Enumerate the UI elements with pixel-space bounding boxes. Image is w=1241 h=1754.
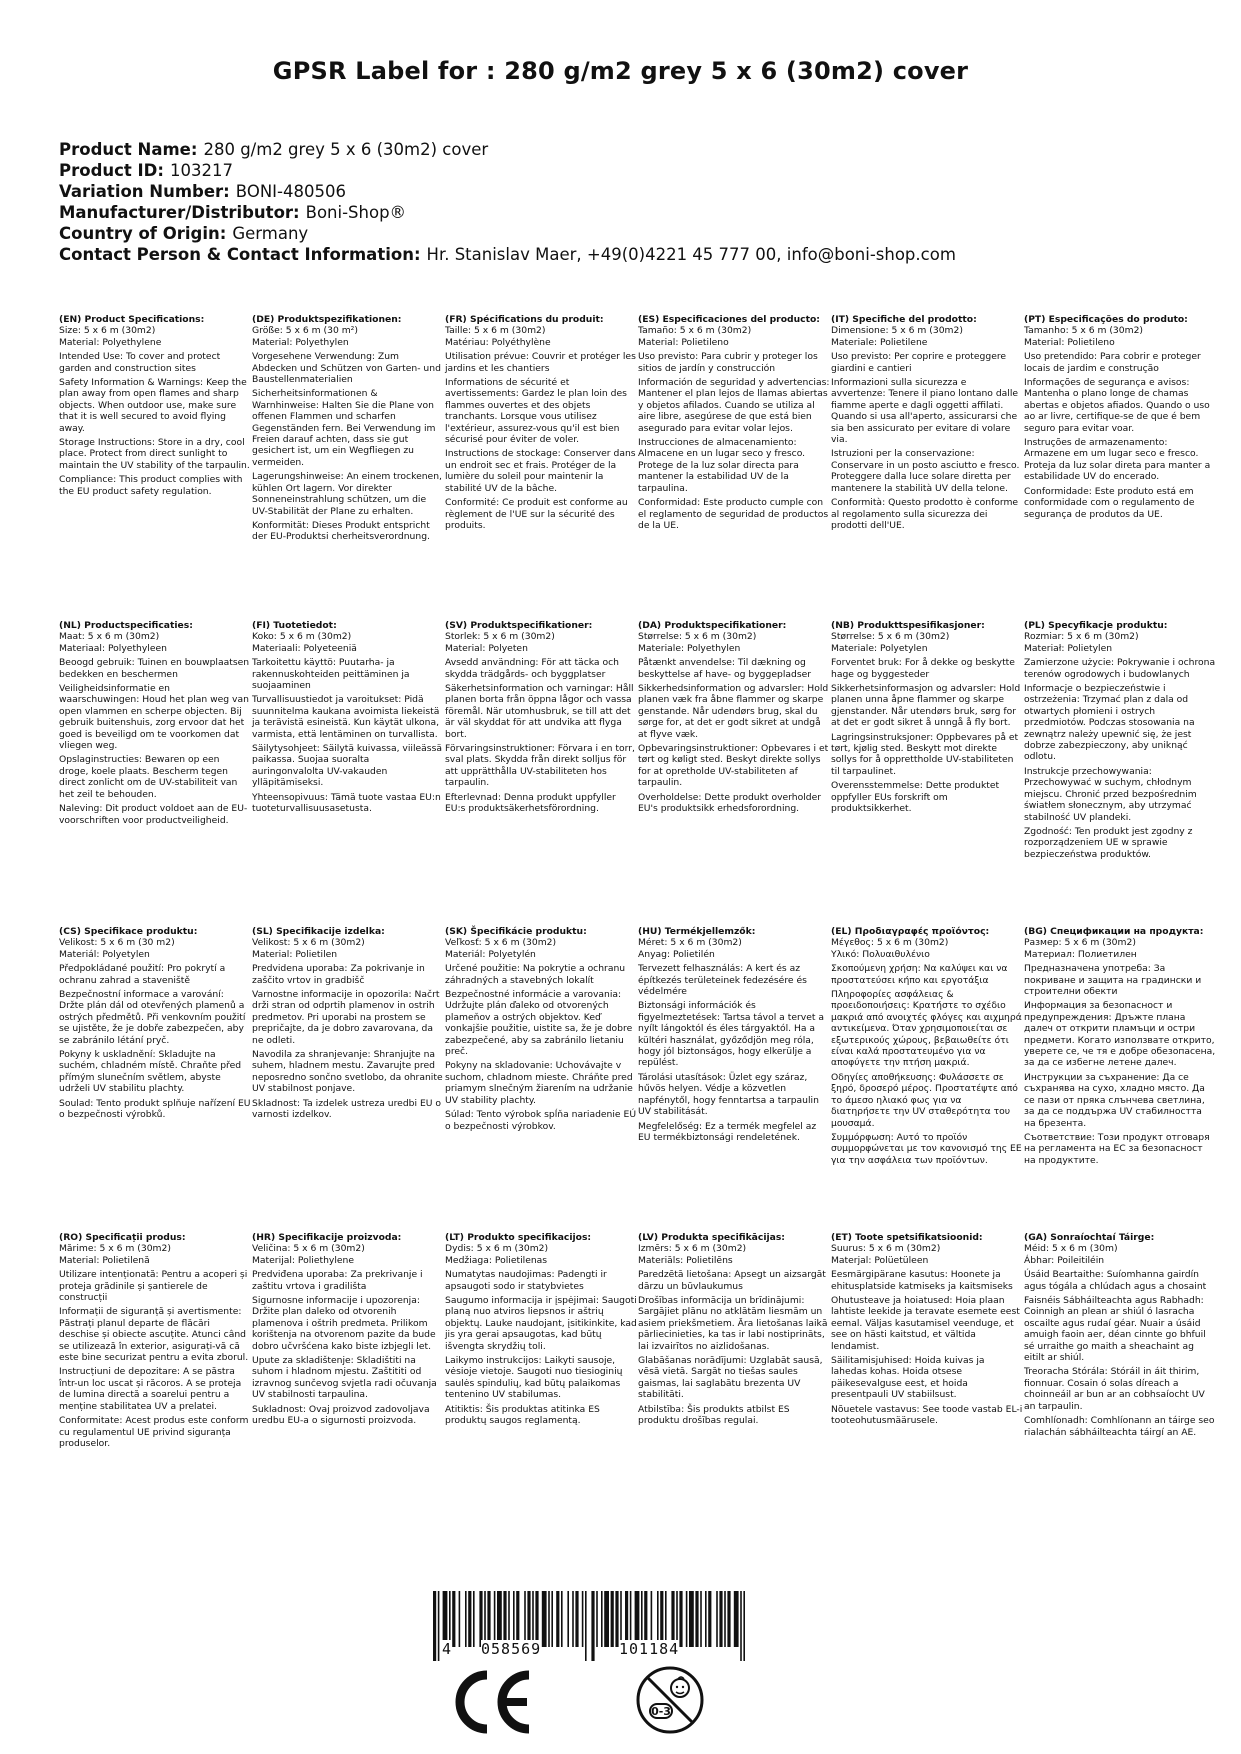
spec-line: Méid: 5 x 6 m (30m) <box>1024 1243 1118 1255</box>
spec-heading: (RO) Specificații produs: <box>59 1232 186 1243</box>
barcode-bar <box>516 1591 519 1647</box>
spec-line: Informations de sécurité et avertissements: Gardez le plan loin des flammes ouvertes et des objets tranchants. Lorsque vous utilisez l'extérieur, assurez-vous qu'il est bien sécurisé pour éviter de voler. <box>445 377 627 446</box>
spec-line: Storage Instructions: Store in a dry, cool place. Protect from direct sunlight to maintain the UV stability of the tarpaulin. <box>59 437 250 471</box>
spec-block <box>638 620 830 815</box>
barcode-bar <box>524 1591 526 1647</box>
spec-line: Utilizare intenționată: Pentru a acoperi și proteja grădinile și șantierele de construcții <box>59 1269 248 1304</box>
spec-line: Safety Information & Warnings: Keep the plan away from open flames and sharp objects. When outdoor use, make sure that it is well secured to avoid flying away. <box>59 377 247 434</box>
spec-line: Opslaginstructies: Bewaren op een droge, koele plaats. Bescherm tegen direct zonlicht om de UV-stabiliteit van het zeil te behouden. <box>59 754 238 800</box>
info-label: Product Name: <box>59 140 198 159</box>
barcode-bar <box>567 1591 569 1647</box>
spec-line: Velikost: 5 x 6 m (30 m2) <box>59 937 175 949</box>
barcode-bar <box>591 1591 594 1661</box>
spec-line: Opbevaringsinstruktioner: Opbevares i et tørt og køligt sted. Beskyt direkte sollys for at opretholde UV-stabiliteten af tarpaulin. <box>638 743 829 789</box>
barcode-bar <box>700 1591 702 1647</box>
spec-line: Материал: Полиетилен <box>1024 948 1137 960</box>
info-value: 103217 <box>169 161 233 180</box>
spec-line: Utilisation prévue: Couvrir et protéger les jardins et les chantiers <box>445 351 636 374</box>
spec-line: Informações de segurança e avisos: Mantenha o plano longe de chamas abertas e objetos afiados. Quando o uso ao ar livre, certifique-se de que é bem seguro para evitar voar. <box>1024 377 1210 434</box>
spec-line: Säilitamisjuhised: Hoida kuivas ja lahedas kohas. Hoida otsese päikesevalguse eest, et hoida presentpauli UV stabiilsust. <box>831 1355 985 1401</box>
barcode-group-1: 058569 <box>481 1640 542 1658</box>
spec-line: Medžiaga: Polietilenas <box>445 1254 548 1266</box>
spec-line: Sikkerhetsinformasjon og advarsler: Hold planen unna åpne flammer og skarpe gjenstander. Når utendørs bruk, sørg for at det er godt sikret å unngå å fly bort. <box>831 683 1021 729</box>
spec-line: Materiaal: Polyethyleen <box>59 642 167 654</box>
barcode-bar <box>585 1591 587 1661</box>
info-label: Variation Number: <box>59 182 230 201</box>
spec-line: Dimensione: 5 x 6 m (30m2) <box>831 325 963 337</box>
barcode-bar <box>676 1591 678 1647</box>
spec-line: Maat: 5 x 6 m (30m2) <box>59 631 160 643</box>
spec-line: Material: Polyeten <box>445 642 528 654</box>
barcode-bar <box>582 1591 584 1647</box>
barcode-bar <box>575 1591 578 1647</box>
ce-mark-icon <box>451 1667 535 1737</box>
spec-line: Sikkerhedsinformation og advarsler: Hold planen væk fra åbne flammer og skarpe genstande. Når udendørs brug, skal du sørge for, at det er godt sikret at undgå at flyve væk. <box>638 683 829 740</box>
spec-block <box>59 620 251 826</box>
spec-block <box>252 1232 444 1427</box>
spec-line: Υλικό: Πολυαιθυλένιο <box>831 948 930 960</box>
spec-line: Navodila za shranjevanje: Shranjujte na suhem, hladnem mestu. Zavarujte pred neposredno sončno svetlobo, da ohranite UV stabilnost ponjave. <box>252 1049 443 1095</box>
spec-heading: (LV) Produkta specifikācijas: <box>638 1232 785 1243</box>
spec-line: Lagringsinstruksjoner: Oppbevares på et tørt, kjølig sted. Beskytt mot direkte sollys for å opprettholde UV-stabiliteten til tarpaulinet. <box>831 731 1019 777</box>
barcode-bar <box>459 1591 461 1647</box>
spec-line: Tamanho: 5 x 6 m (30m2) <box>1024 325 1143 337</box>
barcode-bar <box>651 1591 653 1647</box>
spec-line: Предназначена употреба: За покриване и защита на градински и строителни обекти <box>1024 963 1202 998</box>
spec-line: Zgodność: Ten produkt jest zgodny z rozporządzeniem UE w sprawie bezpieczeństwa produktów. <box>1024 825 1193 860</box>
spec-heading: (SK) Špecifikácie produktu: <box>445 926 587 937</box>
barcode-bar <box>551 1591 553 1647</box>
spec-block <box>638 314 830 531</box>
spec-heading: (BG) Спецификации на продукта: <box>1024 926 1204 937</box>
spec-heading: (DA) Produktspecifikationer: <box>638 620 787 631</box>
spec-line: Uso pretendido: Para cobrir e proteger locais de jardim e construção <box>1024 351 1201 374</box>
spec-line: Säilytysohjeet: Säilytä kuivassa, viileässä paikassa. Suojaa suoralta auringonvalolta UV-vakauden ylläpitämiseksi. <box>252 743 443 789</box>
spec-block <box>445 620 637 815</box>
barcode-bar <box>644 1591 647 1647</box>
spec-block <box>445 314 637 531</box>
spec-line: Beoogd gebruik: Tuinen en bouwplaatsen bedekken en beschermen <box>59 657 250 680</box>
barcode-bar <box>497 1591 502 1647</box>
spec-heading: (DE) Produktspezifikationen: <box>252 314 402 325</box>
spec-block <box>831 620 1023 815</box>
info-label: Product ID: <box>59 161 164 180</box>
spec-block <box>638 1232 830 1427</box>
spec-block <box>252 314 444 543</box>
spec-line: Förvaringsinstruktioner: Förvara i en torr, sval plats. Skydda från direkt solljus för att upprätthålla UV-stabiliteten hos tarpaulin. <box>445 743 635 789</box>
info-row <box>59 223 956 244</box>
spec-line: Určené použitie: Na pokrytie a ochranu záhradných a stavebných lokalít <box>445 963 626 986</box>
spec-line: Tárolási utasítások: Üzlet egy száraz, hűvös helyen. Védje a közvetlen napfénytől, hogy fenntartsa a tarpaulin UV stabilitását. <box>638 1071 819 1118</box>
spec-line: Súlad: Tento výrobok spĺňa nariadenie EÚ o bezpečnosti výrobkov. <box>445 1109 637 1132</box>
spec-line: Izmērs: 5 x 6 m (30m2) <box>638 1243 747 1255</box>
spec-line: Ohutusteave ja hoiatused: Hoia plaan lahtiste leekide ja teravate esemete eest eemal. Väljas kasutamisel veenduge, et see on hästi kaitstud, et vältida lendamist. <box>831 1295 1020 1352</box>
spec-line: Avsedd användning: För att täcka och skydda trädgårds- och byggplatser <box>445 657 619 680</box>
spec-line: Méret: 5 x 6 m (30m2) <box>638 937 742 949</box>
spec-block <box>1024 926 1216 1166</box>
spec-line: Conformidad: Este producto cumple con el reglamento de seguridad de productos de la UE. <box>638 497 829 531</box>
spec-line: Sigurnosne informacije i upozorenja: Držite plan daleko od otvorenih plamenova i oštrih predmeta. Prilikom korištenja na otvorenom pazite da bude dobro učvršćena kako biste izbjegli let. <box>252 1295 436 1352</box>
barcode-bar <box>484 1591 486 1647</box>
spec-line: Koko: 5 x 6 m (30m2) <box>252 631 352 643</box>
info-row <box>59 202 956 223</box>
spec-line: Skladnost: Ta izdelek ustreza uredbi EU o varnosti izdelkov. <box>252 1097 442 1121</box>
barcode-bar <box>479 1591 482 1647</box>
spec-line: Uso previsto: Para cubrir y proteger los sitios de jardín y construcción <box>638 351 818 374</box>
barcode-bar <box>689 1591 694 1647</box>
spec-block <box>445 926 637 1132</box>
spec-line: Comhlíonadh: Comhlíonann an táirge seo rialachán sábháilteachta táirgí an AE. <box>1024 1415 1215 1438</box>
spec-line: Conformità: Questo prodotto è conforme al regolamento sulla sicurezza dei prodotti dell'UE. <box>831 497 1019 531</box>
spec-line: Instrucciones de almacenamiento: Almacene en un lugar seco y fresco. Protege de la luz solar directa para mantener la estabilidad UV de la tarpaulina. <box>638 437 806 494</box>
barcode-bar <box>468 1591 471 1647</box>
spec-line: Treoracha Stórála: Stóráil in áit thirim, fionnuar. Cosain ó solas díreach a choinneáil ar bun ar an cobhsaíocht UV an tarpaulin. <box>1024 1366 1205 1412</box>
barcode-bar <box>487 1591 490 1647</box>
info-row <box>59 181 956 202</box>
spec-line: Размер: 5 x 6 m (30m2) <box>1024 937 1136 949</box>
spec-line: Zamierzone użycie: Pokrywanie i ochrona terenów ogrodowych i budowlanych <box>1024 657 1216 680</box>
spec-block <box>252 926 444 1121</box>
spec-line: Conformidade: Este produto está em conformidade com o regulamento de segurança de produtos da UE. <box>1024 485 1195 520</box>
spec-line: Materiale: Polyetylen <box>831 642 928 654</box>
spec-line: Bezpečnostní informace a varování: Držte plán dál od otevřených plamenů a ostrých předmětů. Při venkovním použití se ujistěte, že je dobře zabezpečen, aby se zabránilo létání pryč. <box>59 989 246 1046</box>
spec-line: Material: Polyethylene <box>59 336 162 348</box>
spec-heading: (NL) Productspecificaties: <box>59 620 193 631</box>
barcode-bar <box>734 1591 739 1647</box>
barcode-bar <box>433 1591 436 1661</box>
spec-line: Efterlevnad: Denna produkt uppfyller EU:s produktsäkerhetsförordning. <box>445 791 616 815</box>
spec-line: Eesmärgipärane kasutus: Hoonete ja ehitusplatside katmiseks ja kaitsmiseks <box>831 1269 1013 1292</box>
spec-line: Naleving: Dit product voldoet aan de EU-voorschriften voor productveiligheid. <box>59 803 248 826</box>
spec-line: Turvallisuustiedot ja varoitukset: Pidä suunnitelma kaukana avoimista liekeistä ja terävistä esineistä. Kun käytät ulkona, varmista, että lentäminen on turvallista. <box>252 694 440 740</box>
spec-line: Conformité: Ce produit est conforme au règlement de l'UE sur la sécurité des produits. <box>445 497 628 531</box>
barcode-bar <box>740 1591 742 1661</box>
not-for-children-0-3-icon <box>634 1664 706 1736</box>
spec-line: Tamaño: 5 x 6 m (30m2) <box>638 325 752 337</box>
spec-line: Anyag: Polietilén <box>638 948 715 960</box>
spec-line: Bezpečnostné informácie a varovania: Udržujte plán ďaleko od otvorených plameňov a ostrých objektov. Keď vonkajšie použitie, uistite sa, že je dobre zabezpečené, aby sa zabránilo lietaniu preč. <box>445 989 633 1058</box>
spec-line: Drošības informācija un brīdinājumi: Sargājiet plānu no atklātām liesmām un asiem priekšmetiem. Āra lietošanas laikā pārliecinieties, ka tas ir labi nostiprināts, lai izvairītos no aizlidošanas. <box>638 1295 828 1352</box>
barcode-bar <box>443 1591 448 1647</box>
barcode-bar <box>686 1591 688 1647</box>
info-value: Hr. Stanislav Maer, +49(0)4221 45 777 00, info@boni-shop.com <box>426 245 956 264</box>
spec-line: Vorgesehene Verwendung: Zum Abdecken und Schützen von Garten- und Baustellenmaterialien <box>252 351 441 386</box>
spec-line: Materiál: Polyetylen <box>59 948 150 960</box>
spec-heading: (PL) Specyfikacje produktu: <box>1024 620 1168 631</box>
info-value: 280 g/m2 grey 5 x 6 (30m2) cover <box>203 140 489 159</box>
spec-line: Nõuetele vastavus: See toode vastab EL-i tooteohutusmäärusele. <box>831 1403 1023 1427</box>
barcode-bar <box>665 1591 667 1647</box>
spec-block <box>59 926 251 1121</box>
spec-heading: (FI) Tuotetiedot: <box>252 620 337 631</box>
spec-line: Materiál: Polyetylén <box>445 948 536 960</box>
spec-line: Instruções de armazenamento: Armazene em um lugar seco e fresco. Proteja da luz solar direta para manter a estabilidade UV do encerado. <box>1024 437 1211 483</box>
spec-line: Uso previsto: Per coprire e proteggere giardini e cantieri <box>831 351 1007 374</box>
spec-block <box>252 620 444 815</box>
spec-line: Upute za skladištenje: Skladištiti na suhom i hladnom mjestu. Zaštititi od izravnog sunčevog svjetla radi očuvanja UV stabilnosti tarpaulina. <box>252 1355 437 1401</box>
spec-line: Materiał: Polietylen <box>1024 642 1113 654</box>
spec-line: Tarkoitettu käyttö: Puutarha- ja rakennuskohteiden peittäminen ja suojaaminen <box>252 657 410 692</box>
spec-block <box>59 1232 251 1449</box>
age-label: 0-3 <box>651 1705 671 1718</box>
spec-line: Informazioni sulla sicurezza e avvertenze: Tenere il piano lontano dalle fiamme aperte e dagli oggetti affilati. Quando si usa all'aperto, assicurarsi che sia ben assicurato per evitare di volare via. <box>831 377 1019 446</box>
spec-line: Größe: 5 x 6 m (30 m²) <box>252 325 358 337</box>
spec-line: Material: Polyethylen <box>252 336 349 348</box>
spec-line: Suurus: 5 x 6 m (30m2) <box>831 1243 941 1255</box>
spec-line: Информация за безопасност и предупреждения: Дръжте плана далеч от открити пламъци и остри предмети. Когато използвате открито, уверете се, че тя е добре обезопасена, за да се избегне летене далеч. <box>1024 1000 1216 1069</box>
barcode-bar <box>601 1591 603 1647</box>
barcode-bar <box>473 1591 475 1647</box>
spec-heading: (FR) Spécifications du produit: <box>445 314 604 325</box>
spec-line: Laikymo instrukcijos: Laikyti sausoje, vėsioje vietoje. Saugoti nuo tiesioginių saulės spindulių, kad būtų palaikomas tentenino UV stabilumas. <box>445 1355 623 1401</box>
spec-line: Dydis: 5 x 6 m (30m2) <box>445 1243 549 1255</box>
barcode-bar <box>438 1591 440 1661</box>
spec-line: Mărime: 5 x 6 m (30m2) <box>59 1243 171 1255</box>
barcode-bar <box>494 1591 496 1647</box>
spec-line: Material: Polietileno <box>1024 336 1115 348</box>
spec-line: Størrelse: 5 x 6 m (30m2) <box>638 631 757 643</box>
spec-heading: (SV) Produktspecifikationer: <box>445 620 593 631</box>
spec-heading: (PT) Especificações do produto: <box>1024 314 1188 325</box>
spec-line: Instrucțiuni de depozitare: A se păstra într-un loc uscat și răcoros. A se proteja de lumina directă a soarelui pentru a menține stabilitatea UV a prelatei. <box>59 1366 242 1412</box>
spec-line: Påtænkt anvendelse: Til dækning og beskyttelse af have- og byggepladser <box>638 657 812 680</box>
spec-line: Säkerhetsinformation och varningar: Håll planen borta från öppna lågor och vassa föremål. När utomhusbruk, se till att det är väl skyddat för att undvika att flyga bort. <box>445 683 634 740</box>
barcode-bar <box>625 1591 628 1647</box>
spec-line: Materijal: Poliethylene <box>252 1254 355 1266</box>
spec-line: Soulad: Tento produkt splňuje nařízení EU o bezpečnosti výrobků. <box>59 1097 251 1121</box>
spec-line: Pokyny na skladovanie: Uchovávajte v suchom, chladnom mieste. Chráňte pred priamym slnečným žiarením na udržanie UV stability plachty. <box>445 1060 633 1106</box>
spec-line: Predvidena uporaba: Za pokrivanje in zaščito vrtov in gradbišč <box>252 963 425 986</box>
spec-line: Size: 5 x 6 m (30m2) <box>59 325 156 337</box>
spec-line: Intended Use: To cover and protect garden and construction sites <box>59 351 221 374</box>
spec-heading: (NB) Produkttspesifikasjoner: <box>831 620 985 631</box>
spec-line: Material: Polietilenă <box>59 1254 150 1266</box>
spec-heading: (SL) Specifikacije izdelka: <box>252 926 385 937</box>
spec-line: Съответствие: Този продукт отговаря на регламента на ЕС за безопасност на продуктите. <box>1024 1131 1210 1166</box>
spec-line: Materiale: Polietilene <box>831 336 928 348</box>
barcode-bar <box>695 1591 698 1647</box>
info-value: Boni-Shop® <box>305 203 407 222</box>
spec-line: Sukladnost: Ovaj proizvod zadovoljava uredbu EU-a o sigurnosti proizvoda. <box>252 1403 430 1427</box>
spec-line: Atitiktis: Šis produktas atitinka ES produktų saugos reglamentą. <box>445 1403 600 1427</box>
spec-line: Varnostne informacije in opozorila: Načrt drži stran od odprtih plamenov in ostrih predmetov. Pri uporabi na prostem se prepričajte, da je dobro zavarovana, da ne odleti. <box>252 989 440 1046</box>
barcode-bar <box>508 1591 510 1647</box>
spec-block <box>831 926 1023 1166</box>
barcode-bar <box>657 1591 659 1647</box>
spec-line: Saugumo informacija ir įspėjimai: Saugoti planą nuo atviros liepsnos ir aštrių objektų. Lauke naudojant, įsitikinkite, kad jis yra gerai apsaugotas, kad būtų išvengta skrydžių toli. <box>445 1295 637 1352</box>
barcode-bar <box>641 1591 643 1647</box>
spec-block <box>1024 1232 1216 1438</box>
spec-line: Úsáid Beartaithe: Suíomhanna gairdín agus tógála a chlúdach agus a chosaint <box>1024 1269 1207 1292</box>
info-label: Manufacturer/Distributor: <box>59 203 300 222</box>
spec-block <box>1024 620 1216 860</box>
spec-line: Faisnéis Sábháilteachta agus Rabhadh: Coinnigh an plean ar shiúl ó lasracha oscailte agus rudaí géar. Nuair a úsáid amuigh faoin aer, déan cinnte go bhfuil sé urraithe go maith a sheachaint ag eitilt ar shiúl. <box>1024 1295 1206 1364</box>
spec-line: Veiligheidsinformatie en waarschuwingen: Houd het plan weg van open vlammen en scherpe objecten. Bij gebruik buitenshuis, zorg ervoor dat het goed is beveiligd om te voorkomen dat vliegen weg. <box>59 683 249 752</box>
barcode-bar <box>727 1591 730 1647</box>
spec-line: Инструкции за съхранение: Да се съхранява на сухо, хладно място. Да се пази от пряка слънчева светлина, за да се поддържа UV стабилността на брезента. <box>1024 1071 1205 1129</box>
barcode-bar <box>465 1591 467 1647</box>
spec-line: Σκοπούμενη χρήση: Να καλύψει και να προστατεύσει κήπο και εργοτάξια <box>831 963 1008 986</box>
barcode-bar <box>630 1591 632 1647</box>
spec-line: Material: Polietileno <box>638 336 729 348</box>
barcode-digit-first: 4 <box>442 1640 453 1658</box>
spec-line: Materiale: Polyethylen <box>638 642 741 654</box>
barcode-bar <box>743 1591 745 1661</box>
spec-line: Forventet bruk: For å dekke og beskytte hage og byggesteder <box>831 657 1015 680</box>
spec-block <box>638 926 830 1143</box>
spec-line: Συμμόρφωση: Αυτό το προϊόν συμμορφώνεται με τον κανονισμό της ΕΕ για την ασφάλεια των προϊόντων. <box>831 1131 1022 1166</box>
spec-line: Μέγεθος: 5 x 6 m (30m2) <box>831 937 949 949</box>
spec-line: Størrelse: 5 x 6 m (30m2) <box>831 631 950 643</box>
spec-line: Storlek: 5 x 6 m (30m2) <box>445 631 555 643</box>
spec-block <box>831 314 1023 531</box>
barcode-bar <box>561 1591 563 1647</box>
spec-heading: (ES) Especificaciones del producto: <box>638 314 820 325</box>
spec-line: Materiaali: Polyeteeniä <box>252 642 357 654</box>
barcode-bar <box>535 1591 538 1647</box>
spec-block <box>1024 314 1216 520</box>
spec-line: Sicherheitsinformationen & Warnhinweise: Halten Sie die Plane von offenen Flammen und scharfen Gegenständen fern. Bei Verwendung im Freien darauf achten, dass sie gut gesichert ist, um ein Wegfliegen zu vermeiden. <box>252 388 436 468</box>
spec-line: Material: Polietilen <box>252 948 338 960</box>
barcode-bar <box>513 1591 515 1647</box>
spec-heading: (IT) Specifiche del prodotto: <box>831 314 977 325</box>
spec-line: Informații de siguranță și avertismente: Păstrați planul departe de flăcări deschise și obiecte ascuțite. Atunci când se utilizează în exterior, asigurați-vă că este bine securizat pentru a evita zborul. <box>59 1306 249 1364</box>
spec-line: Veľkosť: 5 x 6 m (30m2) <box>445 937 557 949</box>
spec-line: Glabāšanas norādījumi: Uzglabāt sausā, vēsā vietā. Sargāt no tiešas saules gaismas, lai saglabātu brezenta UV stabilitāti. <box>638 1355 823 1401</box>
info-row <box>59 139 956 160</box>
barcode-bar <box>596 1591 598 1647</box>
spec-block <box>59 314 251 497</box>
spec-line: Istruzioni per la conservazione: Conservare in un posto asciutto e fresco. Proteggere dalla luce solare diretta per mantenere la stabilità UV della telone. <box>831 448 1020 494</box>
spec-line: Informacje o bezpieczeństwie i ostrzeżenia: Trzymać plan z dala od otwartych płomieni i ostrych przedmiotów. Podczas stosowania na zewnątrz należy upewnić się, że jest dobrze zabezpieczony, aby uniknąć odlotu. <box>1024 683 1195 763</box>
barcode-bar <box>620 1591 622 1647</box>
barcode-group-2: 101184 <box>619 1640 680 1658</box>
spec-line: Materjal: Polüetüleen <box>831 1254 929 1266</box>
spec-line: Biztonsági információk és figyelmeztetések: Tartsa távol a tervet a nyílt lángoktól és éles tárgyaktól. Ha a kültéri használat, győződjön meg róla, hogy jól biztonságos, hogy elkerülje a repülést. <box>638 1000 824 1069</box>
spec-heading: (CS) Specifikace produktu: <box>59 926 198 937</box>
info-label: Country of Origin: <box>59 224 227 243</box>
barcode-bar <box>705 1591 707 1647</box>
spec-line: Οδηγίες αποθήκευσης: Φυλάσσετε σε ξηρό, δροσερό μέρος. Προστατέψτε από το άμεσο ηλιακό φως για να διατηρήσετε την UV σταθερότητα του μουσαμά. <box>831 1071 1018 1129</box>
spec-line: Instrukcje przechowywania: Przechowywać w suchym, chłodnym miejscu. Chronić przed bezpośrednim światłem słonecznym, aby utrzymać stabilność UV plandeki. <box>1024 765 1197 823</box>
barcode-bar <box>708 1591 711 1647</box>
spec-heading: (LT) Produkto specifikacijos: <box>445 1232 592 1243</box>
spec-line: Rozmiar: 5 x 6 m (30m2) <box>1024 631 1139 643</box>
spec-line: Overensstemmelse: Dette produktet oppfyller EUs forskrift om produktsikkerhet. <box>831 780 1000 815</box>
barcode-bar <box>679 1591 682 1647</box>
spec-line: Pokyny k uskladnění: Skladujte na suchém, chladném místě. Chraňte před přímým slunečním světlem, abyste udrželi UV stabilitu plachty. <box>59 1049 242 1095</box>
spec-heading: (ET) Toote spetsifikatsioonid: <box>831 1232 983 1243</box>
barcode-bar <box>452 1591 455 1647</box>
spec-line: Atbilstība: Šis produkts atbilst ES produktu drošības regulai. <box>638 1403 790 1427</box>
spec-line: Taille: 5 x 6 m (30m2) <box>445 325 546 337</box>
spec-line: Overholdelse: Dette produkt overholder EU's produktsikk erhedsforordning. <box>638 791 822 815</box>
spec-line: Conformitate: Acest produs este conform cu regulamentul UE privind siguranța produselor. <box>59 1415 249 1449</box>
spec-block <box>831 1232 1023 1427</box>
barcode-bar <box>542 1591 547 1647</box>
spec-line: Materiāls: Polietilēns <box>638 1254 733 1266</box>
info-row <box>59 244 956 265</box>
spec-line: Konformität: Dieses Produkt entspricht der EU-Produktsi cherheitsverordnung. <box>252 519 430 543</box>
barcode-bar <box>716 1591 718 1647</box>
spec-line: Información de seguridad y advertencias: Mantener el plan lejos de llamas abiertas y objetos afilados. Cuando se utiliza al aire libre, asegúrese de que está bien asegurado para evitar volar lejos. <box>638 377 830 434</box>
spec-line: Velikost: 5 x 6 m (30m2) <box>252 937 365 949</box>
barcode-bar <box>635 1591 640 1647</box>
barcode-bar <box>615 1591 618 1647</box>
spec-line: Lagerungshinweise: An einem trockenen, kühlen Ort lagern. Vor direkter Sonneneinstrahlung schützen, um die UV-Stabilität der Plane zu erhalten. <box>252 471 442 517</box>
spec-line: Numatytas naudojimas: Padengti ir apsaugoti sodo ir statybvietes <box>445 1269 607 1292</box>
info-row <box>59 160 956 181</box>
spec-line: Megfelelőség: Ez a termék megfelel az EU termékbiztonsági rendeletének. <box>638 1120 817 1143</box>
barcode-bar <box>556 1591 559 1647</box>
info-value: Germany <box>232 224 309 243</box>
spec-line: Predviđena uporaba: Za prekrivanje i zaštitu vrtova i gradilišta <box>252 1269 423 1292</box>
spec-line: Instructions de stockage: Conserver dans un endroit sec et frais. Protéger de la lumière du soleil pour maintenir la stabilité UV de la bâche. <box>445 448 636 494</box>
barcode-bar <box>548 1591 550 1647</box>
spec-line: Ábhar: Poileitiléin <box>1024 1254 1105 1266</box>
barcode-bar <box>449 1591 451 1647</box>
spec-line: Compliance: This product complies with the EU product safety regulation. <box>59 474 243 497</box>
spec-heading: (GA) Sonraíochtaí Táirge: <box>1024 1232 1155 1243</box>
spec-heading: (EL) Προδιαγραφές προϊόντος: <box>831 926 990 937</box>
spec-line: Tervezett felhasználás: A kert és az építkezés területeinek fedezésére és védelmére <box>638 963 807 998</box>
spec-line: Veličina: 5 x 6 m (30m2) <box>252 1243 365 1255</box>
barcode-bar <box>671 1591 674 1647</box>
barcode-bar <box>527 1591 530 1647</box>
info-label: Contact Person & Contact Information: <box>59 245 421 264</box>
barcode-bar <box>532 1591 534 1647</box>
info-value: BONI-480506 <box>235 182 346 201</box>
spec-line: Yhteensopivuus: Tämä tuote vastaa EU:n tuoteturvallisuusasetusta. <box>252 791 441 815</box>
spec-block <box>445 1232 637 1427</box>
barcode-bar <box>604 1591 609 1647</box>
spec-line: Paredzētā lietošana: Apsegt un aizsargāt dārzu un būvlaukumus <box>638 1269 826 1292</box>
barcode-bar <box>572 1591 574 1647</box>
spec-line: Předpokládané použití: Pro pokrytí a ochranu zahrad a staveniště <box>59 963 226 986</box>
spec-heading: (HR) Specifikacije proizvoda: <box>252 1232 402 1243</box>
spec-heading: (EN) Product Specifications: <box>59 314 205 325</box>
page-title: GPSR Label for : 280 g/m2 grey 5 x 6 (30m2) cover <box>272 57 969 85</box>
barcode-bar <box>719 1591 722 1647</box>
barcode-bar <box>503 1591 506 1647</box>
spec-line: Matériau: Polyéthylène <box>445 336 551 348</box>
product-info <box>59 139 956 265</box>
barcode-bar <box>724 1591 726 1647</box>
barcode-bar <box>611 1591 614 1647</box>
spec-line: Πληροφορίες ασφάλειας & προειδοποιήσεις: Κρατήστε το σχέδιο μακριά από ανοιχτές φλόγες και αιχμηρά αντικείμενα. Όταν χρησιμοποιείται σε εξωτερικούς χώρους, βεβαιωθείτε ότι είναι καλά προστατευμένο για να αποφύγετε την πτήση μακριά. <box>831 989 1022 1069</box>
spec-heading: (HU) Termékjellemzők: <box>638 926 756 937</box>
barcode-bar <box>660 1591 663 1647</box>
